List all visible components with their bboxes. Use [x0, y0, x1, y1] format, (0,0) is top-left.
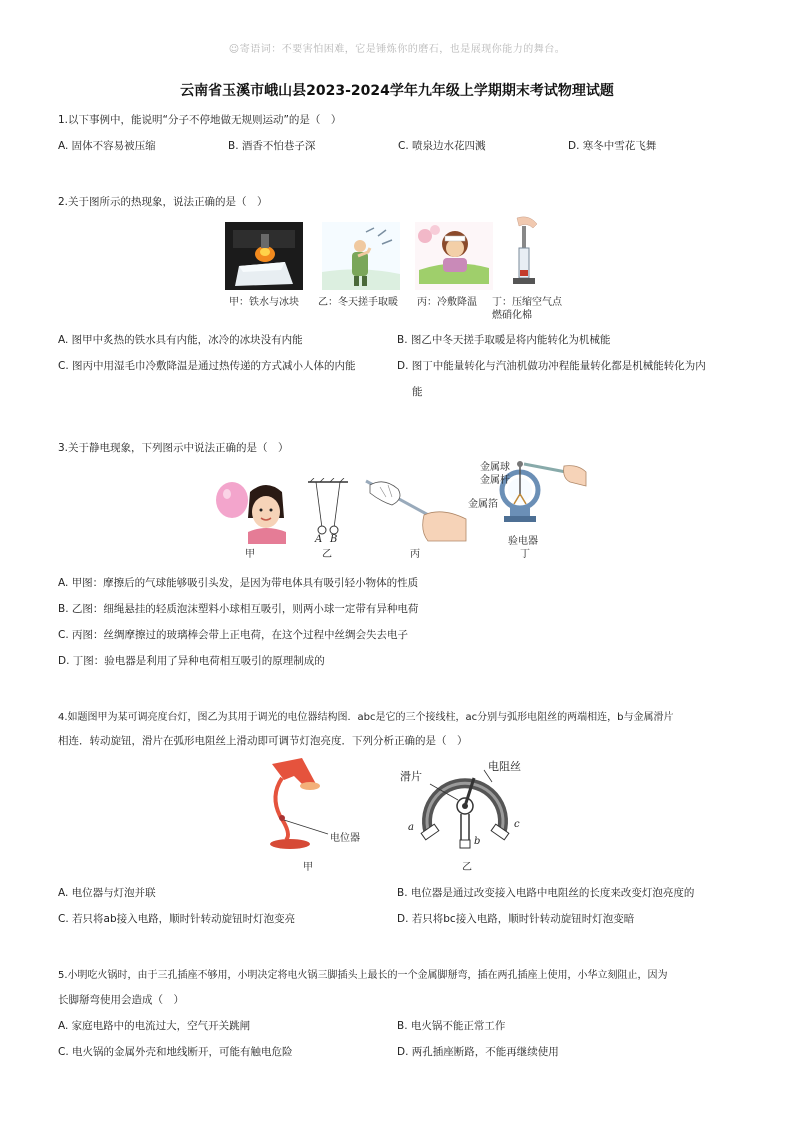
question-4-option-c[interactable]: C. 若只将ab接入电路，顺时针转动旋钮时灯泡变亮 [58, 913, 296, 925]
question-1-option-b[interactable]: B. 酒香不怕巷子深 [228, 140, 316, 152]
question-2-option-a[interactable]: A. 图甲中炙热的铁水具有内能，冰冷的冰块没有内能 [58, 334, 303, 346]
question-3-option-a[interactable]: A. 甲图：摩擦后的气球能够吸引头发，是因为带电体具有吸引轻小物体的性质 [58, 577, 419, 589]
question-5-option-d[interactable]: D. 两孔插座断路，不能再继续使用 [397, 1046, 559, 1058]
question-3-stem: 3.关于静电现象，下列图示中说法正确的是（ ） [58, 442, 289, 454]
figure-air-compression-tube [505, 212, 545, 292]
figure-4-caption-jia: 甲 [303, 862, 313, 873]
question-2-option-b[interactable]: B. 图乙中冬天搓手取暖是将内能转化为机械能 [397, 334, 611, 346]
motto-header: ☺寄语词：不要害怕困难，它是锤炼你的磨石，也是展现你能力的舞台。 [228, 44, 566, 55]
figure-3-label-metal-ball: 金属球 [480, 462, 510, 473]
question-2-option-d[interactable]: D. 图丁中能量转化与汽油机做功冲程能量转化都是机械能转化为内 [397, 360, 706, 372]
question-3-option-b[interactable]: B. 乙图：细绳悬挂的轻质泡沫塑料小球相互吸引，则两小球一定带有异种电荷 [58, 603, 419, 615]
figure-4-label-slider: 滑片 [400, 770, 422, 783]
question-5-option-b[interactable]: B. 电火锅不能正常工作 [397, 1020, 506, 1032]
figure-iron-and-ice [225, 222, 303, 290]
figure-glass-rod-silk [362, 475, 468, 543]
figure-2-caption-jia: 甲：铁水与冰块 [229, 297, 299, 308]
question-2-option-c[interactable]: C. 图丙中用湿毛巾冷敷降温是通过热传递的方式减小人体的内能 [58, 360, 356, 372]
figure-4-label-terminal-c: c [514, 819, 520, 830]
question-4-option-b[interactable]: B. 电位器是通过改变接入电路中电阻丝的长度来改变灯泡亮度的 [397, 887, 695, 899]
figure-3-caption-yi: 乙 [322, 549, 332, 560]
figure-rubbing-hands [322, 222, 400, 290]
question-3-option-d[interactable]: D. 丁图：验电器是利用了异种电荷相互吸引的原理制成的 [58, 655, 325, 667]
question-5-option-c[interactable]: C. 电火锅的金属外壳和地线断开，可能有触电危险 [58, 1046, 293, 1058]
question-3-option-c[interactable]: C. 丙图：丝绸摩擦过的玻璃棒会带上正电荷，在这个过程中丝绸会失去电子 [58, 629, 409, 641]
figure-4-label-potentiometer: 电位器 [330, 833, 360, 844]
figure-2-caption-bing: 丙：冷敷降温 [417, 297, 477, 308]
question-2-stem: 2.关于图所示的热现象，说法正确的是（ ） [58, 196, 268, 208]
question-2-option-d-continued: 能 [412, 386, 423, 398]
figure-2-caption-ding-line1: 丁：压缩空气点 [492, 297, 562, 308]
figure-2-caption-ding-line2: 燃硝化棉 [492, 310, 532, 321]
question-4-option-d[interactable]: D. 若只将bc接入电路，顺时针转动旋钮时灯泡变暗 [397, 913, 635, 925]
figure-foam-balls [306, 478, 350, 536]
question-1-option-d[interactable]: D. 寒冬中雪花飞舞 [568, 140, 657, 152]
figure-balloon-hair [210, 478, 290, 544]
question-1-option-a[interactable]: A. 固体不容易被压缩 [58, 140, 156, 152]
figure-3-label-a: A [315, 534, 323, 545]
figure-4-label-terminal-a: a [408, 822, 414, 833]
page-title: 云南省玉溪市峨山县2023-2024学年九年级上学期期末考试物理试题 [180, 83, 614, 99]
figure-desk-lamp [262, 756, 332, 851]
figure-4-label-resistance-wire: 电阻丝 [488, 760, 521, 773]
figure-3-caption-bing: 丙 [410, 549, 420, 560]
question-4-stem-line2: 相连．转动旋钮，滑片在弧形电阻丝上滑动即可调节灯泡亮度．下列分析正确的是（ ） [58, 735, 468, 747]
figure-3-label-electroscope: 验电器 [508, 536, 538, 547]
figure-3-label-metal-rod: 金属杆 [480, 475, 510, 486]
figure-4-caption-yi: 乙 [462, 862, 472, 873]
question-5-stem-line1: 5.小明吃火锅时，由于三孔插座不够用，小明决定将电火锅三脚插头上最长的一个金属脚掰弯，插在两孔插座上使用，小华立刻阻止，因为 [58, 970, 668, 981]
question-1-stem: 1.以下事例中，能说明“分子不停地做无规则运动”的是（ ） [58, 114, 342, 126]
figure-3-label-metal-foil: 金属箔 [468, 499, 498, 510]
question-4-stem-line1: 4.如题图甲为某可调亮度台灯，图乙为其用于调光的电位器结构图．abc是它的三个接线柱，ac分别与弧形电阻丝的两端相连，b与金属滑片 [58, 712, 674, 723]
figure-3-label-b: B [330, 534, 338, 545]
question-5-stem-line2: 长脚掰弯使用会造成（ ） [58, 994, 184, 1006]
figure-cold-compress [415, 222, 493, 290]
figure-3-caption-jia: 甲 [245, 549, 255, 560]
question-5-option-a[interactable]: A. 家庭电路中的电流过大，空气开关跳闸 [58, 1020, 251, 1032]
question-4-option-a[interactable]: A. 电位器与灯泡并联 [58, 887, 156, 899]
figure-3-caption-ding: 丁 [520, 549, 530, 560]
figure-4-label-terminal-b: b [474, 836, 481, 847]
figure-2-caption-yi: 乙：冬天搓手取暖 [318, 297, 398, 308]
question-1-option-c[interactable]: C. 喷泉边水花四溅 [398, 140, 486, 152]
